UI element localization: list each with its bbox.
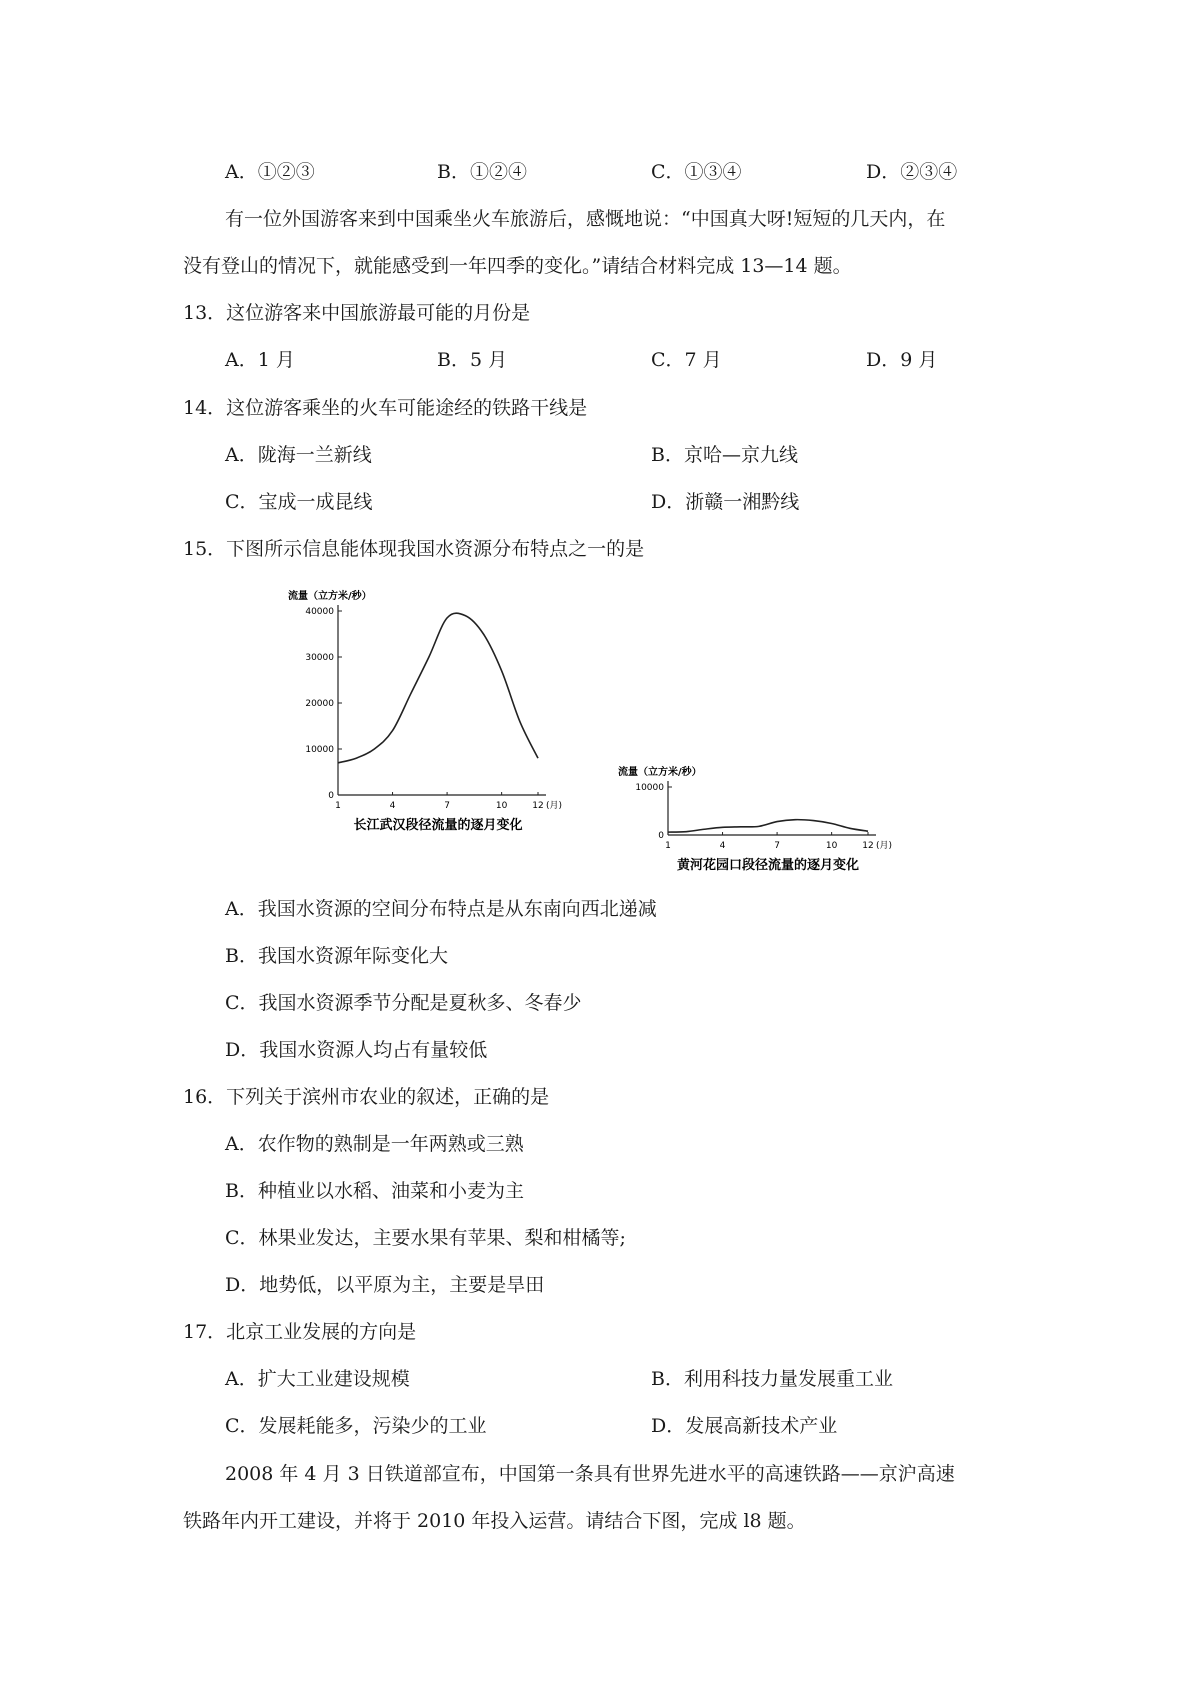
x-tick-label: 1 bbox=[665, 841, 671, 851]
q13-option-a: A．1 月 bbox=[225, 349, 295, 371]
y-tick-label: 30000 bbox=[305, 653, 334, 663]
yangtze-chart-svg bbox=[280, 585, 600, 885]
q16-option-c: C．林果业发达，主要水果有苹果、梨和柑橘等; bbox=[225, 1227, 626, 1249]
yellow-river-chart-svg bbox=[610, 745, 920, 885]
q16-option-d: D．地势低，以平原为主，主要是旱田 bbox=[225, 1274, 545, 1296]
q15-option-b: B．我国水资源年际变化大 bbox=[225, 945, 448, 967]
x-tick-label: 4 bbox=[389, 801, 396, 811]
y-axis-label: 流量（立方米/秒） bbox=[288, 591, 372, 602]
q13-stem: 13．这位游客来中国旅游最可能的月份是 bbox=[183, 302, 531, 324]
q16-option-a: A．农作物的熟制是一年两熟或三熟 bbox=[225, 1133, 524, 1155]
x-tick-label: 12 bbox=[862, 841, 874, 851]
y-tick-label: 40000 bbox=[305, 607, 334, 617]
q14-option-b: B．京哈—京九线 bbox=[651, 444, 798, 466]
q17-option-a: A．扩大工业建设规模 bbox=[225, 1368, 410, 1390]
x-tick-label: 4 bbox=[719, 841, 726, 851]
q15-option-c: C．我国水资源季节分配是夏秋多、冬春少 bbox=[225, 992, 582, 1014]
x-tick-label: 10 bbox=[495, 801, 508, 811]
x-tick-label: 1 bbox=[335, 801, 341, 811]
q17-option-b: B．利用科技力量发展重工业 bbox=[651, 1368, 893, 1390]
q15-option-a: A．我国水资源的空间分布特点是从东南向西北递减 bbox=[225, 898, 657, 920]
y-tick-label: 10000 bbox=[305, 745, 334, 755]
q13-option-b: B．5 月 bbox=[437, 349, 508, 371]
q15-stem: 15．下图所示信息能体现我国水资源分布特点之一的是 bbox=[183, 538, 645, 560]
q12-option-c: C．①③④ bbox=[651, 161, 742, 183]
x-axis-label: (月) bbox=[546, 801, 563, 811]
y-tick-label: 0 bbox=[658, 831, 664, 841]
q12-option-d: D．②③④ bbox=[866, 161, 958, 183]
q12-option-a: A．①②③ bbox=[225, 161, 315, 183]
y-tick-label: 10000 bbox=[635, 783, 664, 793]
y-tick-label: 0 bbox=[328, 791, 334, 801]
y-axis-label: 流量（立方米/秒） bbox=[618, 767, 702, 778]
x-tick-label: 7 bbox=[774, 841, 780, 851]
q13-option-c: C．7 月 bbox=[651, 349, 722, 371]
q12-option-b: B．①②④ bbox=[437, 161, 527, 183]
x-tick-label: 7 bbox=[444, 801, 450, 811]
yellow-river-chart bbox=[610, 745, 920, 885]
q17-stem: 17．北京工业发展的方向是 bbox=[183, 1321, 417, 1343]
q17-option-d: D．发展高新技术产业 bbox=[651, 1415, 838, 1437]
passage1-line2: 没有登山的情况下，就能感受到一年四季的变化。”请结合材料完成 13—14 题。 bbox=[183, 255, 852, 277]
flow-series-line bbox=[668, 820, 868, 833]
chart-title: 黄河花园口段径流量的逐月变化 bbox=[676, 858, 860, 873]
yangtze-chart bbox=[280, 585, 600, 885]
q14-option-a: A．陇海一兰新线 bbox=[225, 444, 372, 466]
passage2-line2: 铁路年内开工建设，并将于 2010 年投入运营。请结合下图，完成 l8 题。 bbox=[183, 1510, 806, 1532]
x-axis-label: (月) bbox=[876, 841, 893, 851]
flow-series-line bbox=[338, 613, 538, 763]
q15-option-d: D．我国水资源人均占有量较低 bbox=[225, 1039, 488, 1061]
passage2-line1: 2008 年 4 月 3 日铁道部宣布，中国第一条具有世界先进水平的高速铁路——京沪高速 bbox=[225, 1463, 955, 1485]
q16-option-b: B．种植业以水稻、油菜和小麦为主 bbox=[225, 1180, 524, 1202]
x-tick-label: 12 bbox=[532, 801, 544, 811]
chart-title: 长江武汉段径流量的逐月变化 bbox=[353, 818, 523, 833]
y-tick-label: 20000 bbox=[305, 699, 334, 709]
q14-option-d: D．浙赣一湘黔线 bbox=[651, 491, 800, 513]
x-tick-label: 10 bbox=[825, 841, 838, 851]
q14-stem: 14．这位游客乘坐的火车可能途经的铁路干线是 bbox=[183, 397, 588, 419]
q13-option-d: D．9 月 bbox=[866, 349, 938, 371]
q17-option-c: C．发展耗能多，污染少的工业 bbox=[225, 1415, 487, 1437]
q14-option-c: C．宝成一成昆线 bbox=[225, 491, 373, 513]
q16-stem: 16．下列关于滨州市农业的叙述，正确的是 bbox=[183, 1086, 550, 1108]
passage1-line1: 有一位外国游客来到中国乘坐火车旅游后，感慨地说：“中国真大呀!短短的几天内，在 bbox=[225, 208, 946, 230]
